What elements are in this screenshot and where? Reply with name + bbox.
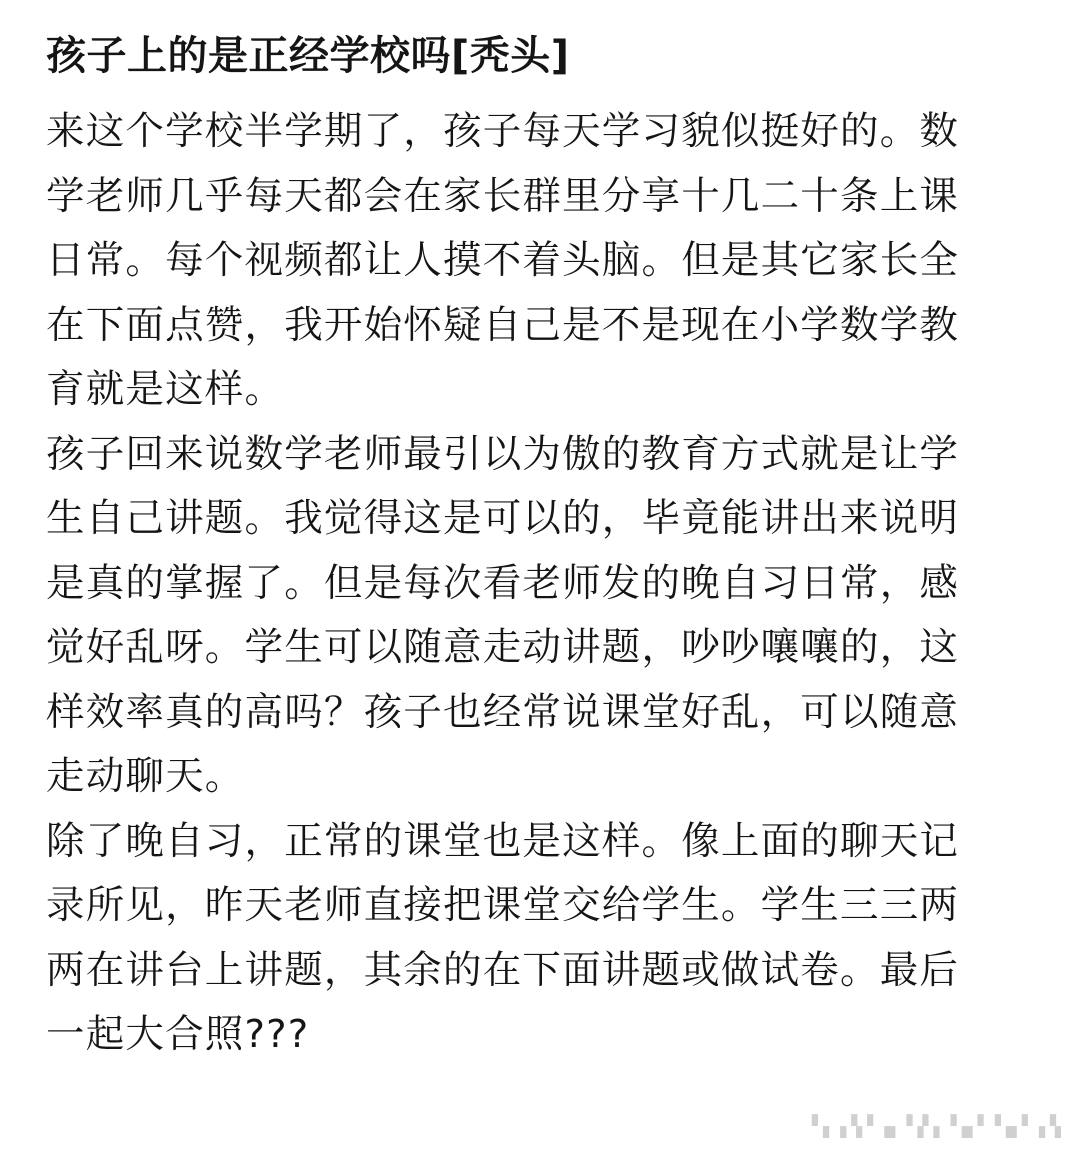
text-line: 两在讲台上讲题，其余的在下面讲题或做试卷。最后 <box>46 947 960 993</box>
text-line: 是真的掌握了。但是每次看老师发的晚自习日常，感 <box>46 560 960 606</box>
paragraph-3 <box>46 810 1036 1068</box>
text-line: 育就是这样。 <box>46 367 285 412</box>
text-line: 学老师几乎每天都会在家长群里分享十几二十条上课 <box>46 173 960 219</box>
paragraph-1 <box>46 100 1036 423</box>
text-line: 在下面点赞，我开始怀疑自己是不是现在小学数学教 <box>46 302 960 348</box>
text-line: 除了晚自习，正常的课堂也是这样。像上面的聊天记 <box>46 818 960 864</box>
text-line: 觉好乱呀。学生可以随意走动讲题，吵吵嚷嚷的，这 <box>46 625 960 670</box>
text-line: 走动聊天。 <box>46 754 245 799</box>
watermark-logo: ▘▖▗▝▖▘▗▖▝▗▘▖▝▗▖▘▝▗▖▘▗▝▖ <box>812 1114 1066 1138</box>
text-line: 生自己讲题。我觉得这是可以的，毕竟能讲出来说明 <box>46 496 960 541</box>
post <box>46 24 1036 1068</box>
text-line: 录所见，昨天老师直接把课堂交给学生。学生三三两 <box>46 883 960 928</box>
post-body <box>46 100 1036 1068</box>
text-line: 一起大合照??? <box>46 1012 310 1057</box>
post-title: 孩子上的是正经学校吗[秃头] <box>46 33 570 79</box>
text-line: 孩子回来说数学老师最引以为傲的教育方式就是让学 <box>46 431 960 477</box>
text-line: 样效率真的高吗？孩子也经常说课堂好乱，可以随意 <box>46 689 960 735</box>
text-line: 来这个学校半学期了，孩子每天学习貌似挺好的。数 <box>46 109 960 154</box>
paragraph-2 <box>46 423 1036 810</box>
text-line: 日常。每个视频都让人摸不着头脑。但是其它家长全 <box>46 238 960 283</box>
